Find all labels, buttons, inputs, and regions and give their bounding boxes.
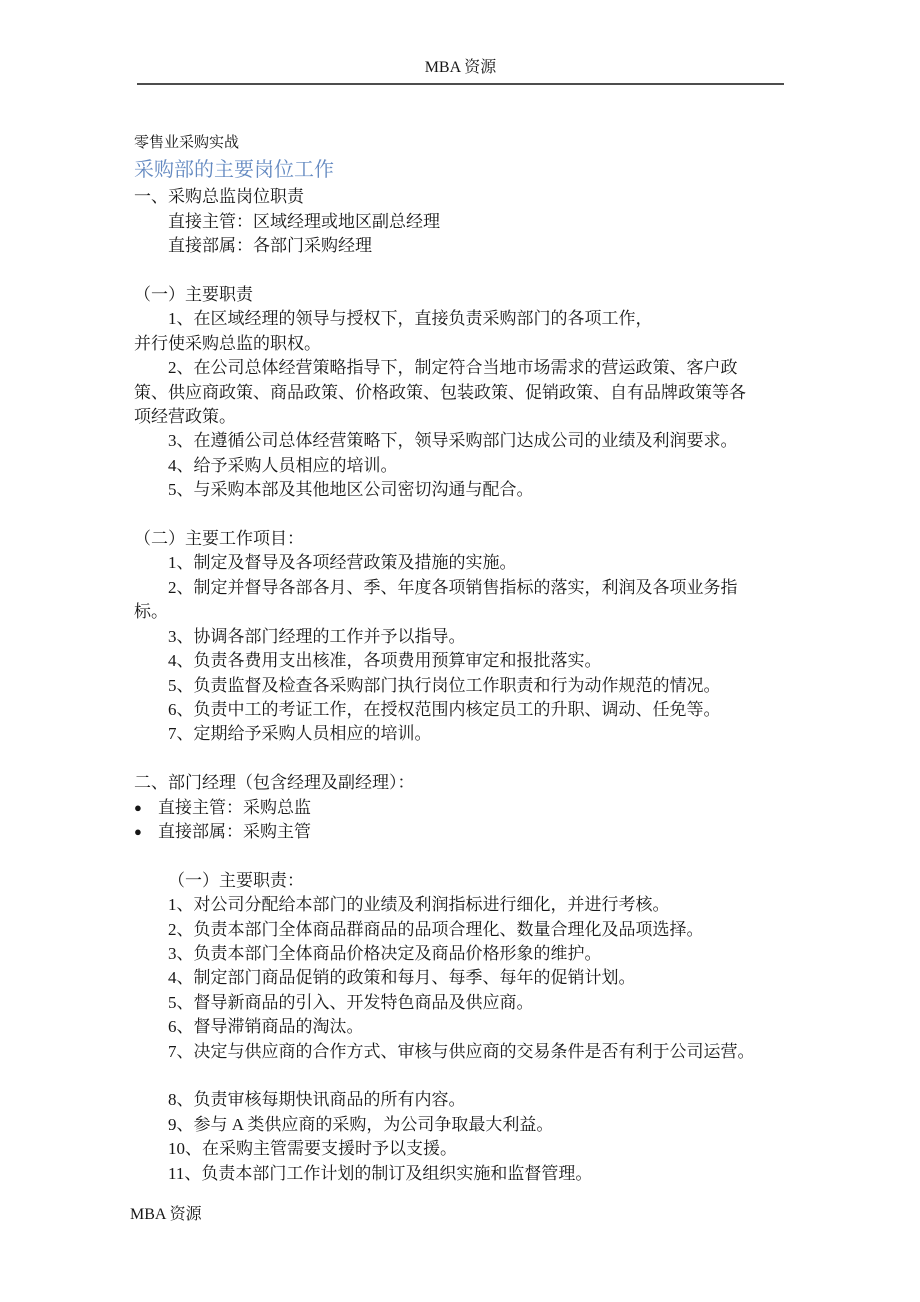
- doc-line: （一）主要职责：: [168, 870, 304, 890]
- doc-line: 并行使采购总监的职权。: [134, 333, 321, 353]
- blank-line: [134, 503, 794, 527]
- doc-line: 2、在公司总体经营策略指导下，制定符合当地市场需求的营运政策、客户政: [168, 358, 738, 378]
- bullet-icon: ●: [134, 799, 142, 815]
- doc-line: 8、负责审核每期快讯商品的所有内容。: [168, 1090, 466, 1110]
- blank-line: [134, 259, 794, 283]
- doc-line: 5、负责监督及检查各采购部门执行岗位工作职责和行为动作规范的情况。: [168, 675, 721, 695]
- page-footer-text: MBA 资源: [130, 1206, 202, 1223]
- doc-line: （二）主要工作项目：: [134, 529, 304, 549]
- doc-line: 1、制定及督导及各项经营政策及措施的实施。: [168, 553, 517, 573]
- bullet-item-text: 直接主管：采购总监: [158, 797, 311, 817]
- doc-line: （一）主要职责: [134, 285, 253, 305]
- doc-line: 1、在区域经理的领导与授权下，直接负责采购部门的各项工作，: [168, 309, 653, 329]
- doc-line: 1、对公司分配给本部门的业绩及利润指标进行细化，并进行考核。: [168, 895, 670, 915]
- doc-line: 2、负责本部门全体商品群商品的品项合理化、数量合理化及品项选择。: [168, 919, 704, 939]
- doc-line: 项经营政策。: [134, 407, 236, 427]
- doc-line: 二、部门经理（包含经理及副经理）：: [134, 773, 415, 793]
- doc-line: 2、制定并督导各部各月、季、年度各项销售指标的落实，利润及各项业务指: [168, 577, 738, 597]
- doc-line: 5、与采购本部及其他地区公司密切沟通与配合。: [168, 480, 534, 500]
- bullet-item-text: 直接部属：采购主管: [158, 821, 311, 841]
- bullet-list-item: [134, 796, 794, 820]
- document-subtitle: 零售业采购实战: [134, 135, 240, 151]
- doc-line: 6、负责中工的考证工作，在授权范围内核定员工的升职、调动、任免等。: [168, 699, 721, 719]
- blank-line: [134, 747, 794, 771]
- doc-line: 策、供应商政策、商品政策、价格政策、包装政策、促销政策、自有品牌政策等各: [134, 382, 746, 402]
- doc-line: 直接主管：区域经理或地区副总经理: [168, 211, 440, 231]
- doc-line: 5、督导新商品的引入、开发特色商品及供应商。: [168, 992, 534, 1012]
- doc-line: 11、负责本部门工作计划的制订及组织实施和监督管理。: [168, 1163, 593, 1183]
- section-heading: 采购部的主要岗位工作: [134, 159, 334, 182]
- page-header: [137, 56, 784, 85]
- doc-line: 直接部属：各部门采购经理: [168, 236, 372, 256]
- doc-line: 9、参与 A 类供应商的采购，为公司争取最大利益。: [168, 1114, 554, 1134]
- blank-line: [134, 844, 794, 868]
- doc-line: 3、协调各部门经理的工作并予以指导。: [168, 626, 466, 646]
- doc-line: 3、负责本部门全体商品价格决定及商品价格形象的维护。: [168, 943, 602, 963]
- doc-line: 7、决定与供应商的合作方式、审核与供应商的交易条件是否有利于公司运营。: [168, 1041, 755, 1061]
- doc-line: 一、采购总监岗位职责: [134, 187, 304, 207]
- doc-line: 4、负责各费用支出核准，各项费用预算审定和报批落实。: [168, 651, 602, 671]
- bullet-list-item: [134, 820, 794, 844]
- bullet-icon: ●: [134, 823, 142, 839]
- page-footer: [130, 1203, 202, 1227]
- blank-line: [134, 1064, 794, 1088]
- doc-line: 3、在遵循公司总体经营策略下，领导采购部门达成公司的业绩及利润要求。: [168, 431, 738, 451]
- doc-line: 4、给予采购人员相应的培训。: [168, 455, 398, 475]
- doc-line: 4、制定部门商品促销的政策和每月、每季、每年的促销计划。: [168, 968, 636, 988]
- document-body: [134, 131, 794, 1186]
- doc-line: 标。: [134, 602, 168, 622]
- doc-line: 7、定期给予采购人员相应的培训。: [168, 724, 432, 744]
- page-header-text: MBA 资源: [424, 59, 497, 76]
- doc-line: 6、督导滞销商品的淘汰。: [168, 1017, 364, 1037]
- doc-line: 10、在采购主管需要支援时予以支援。: [168, 1139, 457, 1159]
